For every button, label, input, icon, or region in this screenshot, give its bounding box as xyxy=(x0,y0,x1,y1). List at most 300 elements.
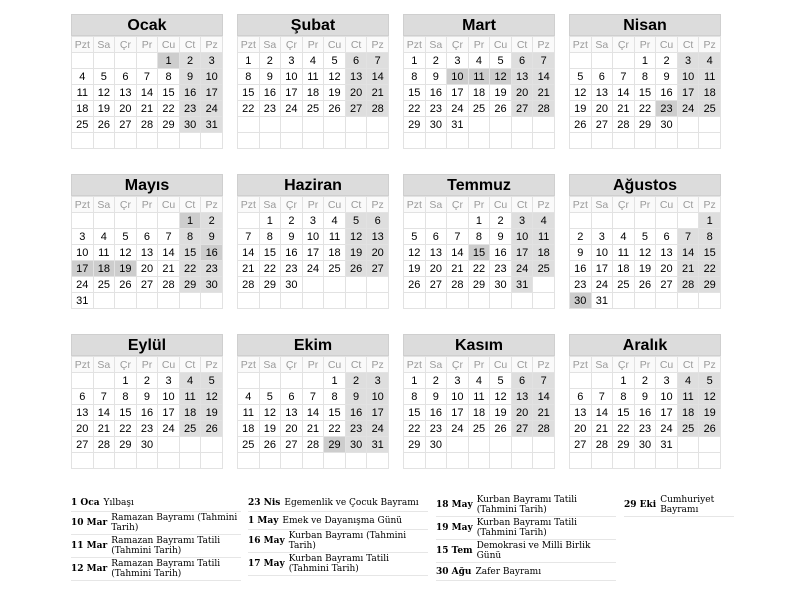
empty-day-cell xyxy=(72,373,94,389)
weekday-header: Ct xyxy=(345,37,367,53)
day-cell: 3 xyxy=(656,373,678,389)
holiday-day-cell: 1 xyxy=(179,213,201,229)
week-row xyxy=(570,293,721,309)
empty-day-cell xyxy=(324,117,346,133)
day-cell: 6 xyxy=(136,229,158,245)
weekend-day-cell: 18 xyxy=(699,85,721,101)
day-cell: 4 xyxy=(72,69,94,85)
day-cell: 15 xyxy=(238,85,260,101)
weekend-day-cell: 27 xyxy=(511,421,533,437)
weekend-day-cell: 3 xyxy=(201,53,223,69)
day-cell: 13 xyxy=(425,245,447,261)
day-cell: 16 xyxy=(136,405,158,421)
day-cell: 20 xyxy=(425,261,447,277)
empty-day-cell xyxy=(179,293,201,309)
holiday-date: 15 Tem xyxy=(436,546,473,556)
day-cell: 5 xyxy=(259,389,281,405)
day-cell: 10 xyxy=(72,245,94,261)
holiday-row xyxy=(624,494,734,517)
weekday-header: Pr xyxy=(302,197,324,213)
day-cell: 6 xyxy=(656,229,678,245)
weekend-day-cell: 10 xyxy=(677,69,699,85)
day-cell: 9 xyxy=(425,389,447,405)
weekday-header: Ct xyxy=(179,357,201,373)
empty-day-cell xyxy=(367,117,389,133)
day-cell: 23 xyxy=(570,277,592,293)
weekday-header-row xyxy=(72,197,223,213)
empty-day-cell xyxy=(699,453,721,469)
day-cell: 19 xyxy=(570,101,592,117)
day-cell: 31 xyxy=(72,293,94,309)
weekday-header: Pz xyxy=(367,37,389,53)
weekday-header-row xyxy=(238,197,389,213)
weekend-day-cell: 15 xyxy=(179,245,201,261)
weekday-header: Sa xyxy=(425,197,447,213)
weekday-header: Pr xyxy=(136,197,158,213)
weekend-day-cell: 2 xyxy=(345,373,367,389)
holiday-name: Kurban Bayramı Tatili (Tahmini Tarih) xyxy=(476,518,578,538)
week-row xyxy=(238,453,389,469)
week-row xyxy=(570,133,721,149)
weekday-header: Cu xyxy=(490,37,512,53)
day-cell: 9 xyxy=(425,69,447,85)
empty-day-cell xyxy=(613,53,635,69)
day-cell: 28 xyxy=(302,437,324,453)
empty-day-cell xyxy=(613,453,635,469)
day-cell: 21 xyxy=(613,101,635,117)
week-row xyxy=(238,389,389,405)
empty-day-cell xyxy=(591,213,613,229)
day-cell: 26 xyxy=(259,437,281,453)
holiday-row xyxy=(71,558,241,581)
day-cell: 5 xyxy=(93,69,115,85)
day-cell: 15 xyxy=(613,405,635,421)
week-row xyxy=(72,117,223,133)
empty-day-cell xyxy=(367,293,389,309)
empty-day-cell xyxy=(634,453,656,469)
weekday-header: Ct xyxy=(511,37,533,53)
weekend-day-cell: 6 xyxy=(511,373,533,389)
empty-day-cell xyxy=(115,453,137,469)
weekday-header-row xyxy=(404,357,555,373)
empty-day-cell xyxy=(677,293,699,309)
empty-day-cell xyxy=(511,437,533,453)
day-cell: 6 xyxy=(72,389,94,405)
empty-day-cell xyxy=(136,53,158,69)
holiday-row xyxy=(248,494,428,512)
day-cell: 28 xyxy=(136,117,158,133)
weekday-header: Çr xyxy=(613,197,635,213)
day-cell: 27 xyxy=(72,437,94,453)
empty-day-cell xyxy=(158,133,180,149)
empty-day-cell xyxy=(136,133,158,149)
holiday-row xyxy=(436,494,616,517)
day-cell: 29 xyxy=(404,117,426,133)
day-cell: 4 xyxy=(302,53,324,69)
day-cell: 22 xyxy=(259,261,281,277)
weekend-day-cell: 11 xyxy=(179,389,201,405)
holiday-date: 1 May xyxy=(248,515,279,526)
empty-day-cell xyxy=(72,53,94,69)
day-cell: 17 xyxy=(158,405,180,421)
holiday-name: Ramazan Bayramı Tatili (Tahmini Tarih) xyxy=(111,559,221,579)
week-row xyxy=(570,373,721,389)
holiday-day-cell: 30 xyxy=(570,293,592,309)
empty-day-cell xyxy=(447,437,469,453)
week-row xyxy=(238,245,389,261)
holiday-row xyxy=(71,512,241,535)
weekend-day-cell: 17 xyxy=(677,85,699,101)
day-cell: 29 xyxy=(634,117,656,133)
day-cell: 19 xyxy=(404,261,426,277)
day-cell: 9 xyxy=(634,389,656,405)
empty-day-cell xyxy=(468,133,490,149)
empty-day-cell xyxy=(634,213,656,229)
day-cell: 14 xyxy=(136,85,158,101)
weekend-day-cell: 28 xyxy=(367,101,389,117)
empty-day-cell xyxy=(238,133,260,149)
weekend-day-cell: 20 xyxy=(367,245,389,261)
empty-day-cell xyxy=(591,53,613,69)
empty-day-cell xyxy=(447,293,469,309)
weekday-header: Pr xyxy=(468,197,490,213)
weekend-day-cell: 9 xyxy=(345,389,367,405)
weekend-day-cell: 31 xyxy=(367,437,389,453)
day-cell: 5 xyxy=(404,229,426,245)
weekday-header: Ct xyxy=(677,197,699,213)
day-cell: 12 xyxy=(404,245,426,261)
weekday-header: Pr xyxy=(136,37,158,53)
weekend-day-cell: 13 xyxy=(511,389,533,405)
week-row xyxy=(404,421,555,437)
weekday-header-row xyxy=(570,197,721,213)
month-calendar xyxy=(71,174,223,309)
empty-day-cell xyxy=(533,453,555,469)
week-row xyxy=(72,293,223,309)
weekend-day-cell: 30 xyxy=(179,117,201,133)
weekend-day-cell: 29 xyxy=(699,277,721,293)
empty-day-cell xyxy=(302,373,324,389)
empty-day-cell xyxy=(238,373,260,389)
day-cell: 22 xyxy=(468,261,490,277)
day-cell: 3 xyxy=(302,213,324,229)
weekend-day-cell: 20 xyxy=(511,405,533,421)
empty-day-cell xyxy=(613,133,635,149)
empty-day-cell xyxy=(656,453,678,469)
empty-day-cell xyxy=(72,213,94,229)
holiday-name: Cumhuriyet Bayramı xyxy=(660,495,715,515)
month-day-grid xyxy=(403,356,555,469)
day-cell: 3 xyxy=(591,229,613,245)
week-row xyxy=(72,389,223,405)
weekend-day-cell: 9 xyxy=(179,69,201,85)
day-cell: 31 xyxy=(591,293,613,309)
day-cell: 25 xyxy=(302,101,324,117)
week-row xyxy=(72,85,223,101)
day-cell: 30 xyxy=(136,437,158,453)
day-cell: 10 xyxy=(302,229,324,245)
day-cell: 14 xyxy=(447,245,469,261)
day-cell: 8 xyxy=(404,69,426,85)
week-row xyxy=(404,101,555,117)
month-day-grid xyxy=(569,356,721,469)
day-cell: 8 xyxy=(613,389,635,405)
weekend-day-cell: 14 xyxy=(367,69,389,85)
weekend-day-cell: 21 xyxy=(533,85,555,101)
empty-day-cell xyxy=(511,453,533,469)
empty-day-cell xyxy=(404,453,426,469)
weekday-header-row xyxy=(72,357,223,373)
empty-day-cell xyxy=(404,213,426,229)
empty-day-cell xyxy=(677,213,699,229)
day-cell: 7 xyxy=(238,229,260,245)
day-cell: 26 xyxy=(324,101,346,117)
day-cell: 3 xyxy=(158,373,180,389)
weekend-day-cell: 30 xyxy=(345,437,367,453)
weekday-header: Cu xyxy=(656,357,678,373)
weekend-day-cell: 21 xyxy=(533,405,555,421)
day-cell: 22 xyxy=(404,101,426,117)
month-calendar xyxy=(569,14,721,149)
holiday-date: 10 Mar xyxy=(71,518,108,528)
weekday-header: Çr xyxy=(447,357,469,373)
day-cell: 23 xyxy=(425,421,447,437)
day-cell: 8 xyxy=(115,389,137,405)
weekend-day-cell: 8 xyxy=(699,229,721,245)
week-row xyxy=(404,245,555,261)
day-cell: 14 xyxy=(93,405,115,421)
week-row xyxy=(72,229,223,245)
month-title: Şubat xyxy=(237,14,389,36)
month-calendar xyxy=(237,14,389,149)
holiday-column xyxy=(248,494,428,576)
empty-day-cell xyxy=(158,293,180,309)
weekend-day-cell: 22 xyxy=(179,261,201,277)
day-cell: 2 xyxy=(281,213,303,229)
weekday-header: Cu xyxy=(490,197,512,213)
weekend-day-cell: 15 xyxy=(699,245,721,261)
week-row xyxy=(72,53,223,69)
weekday-header: Sa xyxy=(591,357,613,373)
empty-day-cell xyxy=(179,453,201,469)
weekend-day-cell: 2 xyxy=(201,213,223,229)
weekend-day-cell: 28 xyxy=(677,277,699,293)
day-cell: 19 xyxy=(490,85,512,101)
month-calendar xyxy=(237,174,389,309)
day-cell: 14 xyxy=(613,85,635,101)
empty-day-cell xyxy=(490,453,512,469)
day-cell: 13 xyxy=(72,405,94,421)
weekday-header: Cu xyxy=(490,357,512,373)
empty-day-cell xyxy=(425,133,447,149)
empty-day-cell xyxy=(324,453,346,469)
holiday-name: Ramazan Bayramı (Tahmini Tarih) xyxy=(111,513,238,533)
empty-day-cell xyxy=(115,213,137,229)
holiday-name: Zafer Bayramı xyxy=(475,566,542,577)
empty-day-cell xyxy=(677,437,699,453)
weekend-day-cell: 4 xyxy=(179,373,201,389)
day-cell: 18 xyxy=(324,245,346,261)
day-cell: 29 xyxy=(259,277,281,293)
week-row xyxy=(72,373,223,389)
empty-day-cell xyxy=(302,277,324,293)
day-cell: 8 xyxy=(324,389,346,405)
empty-day-cell xyxy=(136,213,158,229)
weekday-header: Çr xyxy=(281,37,303,53)
month-calendar xyxy=(403,14,555,149)
empty-day-cell xyxy=(238,213,260,229)
day-cell: 6 xyxy=(115,69,137,85)
day-cell: 5 xyxy=(634,229,656,245)
week-row xyxy=(72,213,223,229)
weekend-day-cell: 20 xyxy=(511,85,533,101)
day-cell: 4 xyxy=(613,229,635,245)
empty-day-cell xyxy=(259,373,281,389)
day-cell: 16 xyxy=(570,261,592,277)
empty-day-cell xyxy=(324,293,346,309)
empty-day-cell xyxy=(447,133,469,149)
day-cell: 17 xyxy=(447,85,469,101)
holiday-row xyxy=(436,563,616,581)
day-cell: 14 xyxy=(302,405,324,421)
day-cell: 7 xyxy=(158,229,180,245)
weekday-header: Çr xyxy=(281,197,303,213)
weekday-header: Pzt xyxy=(238,197,260,213)
day-cell: 25 xyxy=(468,421,490,437)
weekday-header: Sa xyxy=(259,37,281,53)
day-cell: 24 xyxy=(591,277,613,293)
day-cell: 15 xyxy=(634,85,656,101)
week-row xyxy=(570,453,721,469)
holiday-day-cell: 1 xyxy=(158,53,180,69)
day-cell: 13 xyxy=(115,85,137,101)
empty-day-cell xyxy=(281,373,303,389)
holiday-row xyxy=(436,540,616,563)
holiday-row xyxy=(71,494,241,512)
weekend-day-cell: 14 xyxy=(533,389,555,405)
month-day-grid xyxy=(569,196,721,309)
day-cell: 1 xyxy=(404,373,426,389)
empty-day-cell xyxy=(238,453,260,469)
week-row xyxy=(404,117,555,133)
empty-day-cell xyxy=(613,213,635,229)
weekday-header: Pzt xyxy=(404,357,426,373)
holiday-name: Egemenlik ve Çocuk Bayramı xyxy=(284,497,419,508)
holiday-row xyxy=(71,535,241,558)
day-cell: 9 xyxy=(490,229,512,245)
day-cell: 29 xyxy=(468,277,490,293)
empty-day-cell xyxy=(324,133,346,149)
day-cell: 21 xyxy=(136,101,158,117)
day-cell: 12 xyxy=(570,85,592,101)
day-cell: 2 xyxy=(136,373,158,389)
empty-day-cell xyxy=(345,453,367,469)
holiday-list xyxy=(0,494,800,600)
empty-day-cell xyxy=(490,117,512,133)
weekday-header: Pzt xyxy=(570,37,592,53)
day-cell: 26 xyxy=(570,117,592,133)
day-cell: 3 xyxy=(281,53,303,69)
day-cell: 28 xyxy=(591,437,613,453)
day-cell: 22 xyxy=(115,421,137,437)
day-cell: 27 xyxy=(425,277,447,293)
weekend-day-cell: 23 xyxy=(201,261,223,277)
day-cell: 17 xyxy=(447,405,469,421)
day-cell: 4 xyxy=(238,389,260,405)
day-cell: 29 xyxy=(115,437,137,453)
day-cell: 21 xyxy=(238,261,260,277)
day-cell: 12 xyxy=(259,405,281,421)
day-cell: 22 xyxy=(613,421,635,437)
holiday-date: 23 Nis xyxy=(248,497,281,508)
day-cell: 18 xyxy=(238,421,260,437)
week-row xyxy=(404,85,555,101)
week-row xyxy=(570,261,721,277)
month-title: Eylül xyxy=(71,334,223,356)
day-cell: 1 xyxy=(259,213,281,229)
day-cell: 9 xyxy=(136,389,158,405)
weekend-day-cell: 12 xyxy=(345,229,367,245)
weekend-day-cell: 17 xyxy=(201,85,223,101)
weekend-day-cell: 21 xyxy=(367,85,389,101)
month-calendar xyxy=(71,334,223,469)
empty-day-cell xyxy=(447,213,469,229)
weekend-day-cell: 5 xyxy=(201,373,223,389)
empty-day-cell xyxy=(158,213,180,229)
empty-day-cell xyxy=(72,133,94,149)
month-calendar xyxy=(403,174,555,309)
weekend-day-cell: 7 xyxy=(677,229,699,245)
day-cell: 11 xyxy=(93,245,115,261)
day-cell: 12 xyxy=(93,85,115,101)
weekend-day-cell: 6 xyxy=(367,213,389,229)
empty-day-cell xyxy=(699,437,721,453)
empty-day-cell xyxy=(259,133,281,149)
week-row xyxy=(238,85,389,101)
week-row xyxy=(570,437,721,453)
empty-day-cell xyxy=(570,53,592,69)
weekday-header: Sa xyxy=(425,37,447,53)
weekday-header: Pzt xyxy=(404,197,426,213)
month-day-grid xyxy=(237,196,389,309)
empty-day-cell xyxy=(699,117,721,133)
holiday-day-cell: 12 xyxy=(490,69,512,85)
day-cell: 20 xyxy=(115,101,137,117)
day-cell: 17 xyxy=(656,405,678,421)
week-row xyxy=(570,53,721,69)
empty-day-cell xyxy=(281,293,303,309)
weekday-header: Sa xyxy=(591,197,613,213)
day-cell: 25 xyxy=(72,117,94,133)
day-cell: 15 xyxy=(324,405,346,421)
empty-day-cell xyxy=(656,213,678,229)
weekend-day-cell: 26 xyxy=(201,421,223,437)
day-cell: 24 xyxy=(447,101,469,117)
month-title: Haziran xyxy=(237,174,389,196)
day-cell: 1 xyxy=(238,53,260,69)
weekday-header: Ct xyxy=(179,37,201,53)
week-row xyxy=(404,53,555,69)
month-day-grid xyxy=(403,36,555,149)
weekday-header: Pz xyxy=(533,197,555,213)
empty-day-cell xyxy=(490,133,512,149)
weekday-header: Pz xyxy=(201,37,223,53)
week-row xyxy=(238,213,389,229)
weekend-day-cell: 29 xyxy=(179,277,201,293)
empty-day-cell xyxy=(634,133,656,149)
day-cell: 16 xyxy=(425,85,447,101)
empty-day-cell xyxy=(656,293,678,309)
